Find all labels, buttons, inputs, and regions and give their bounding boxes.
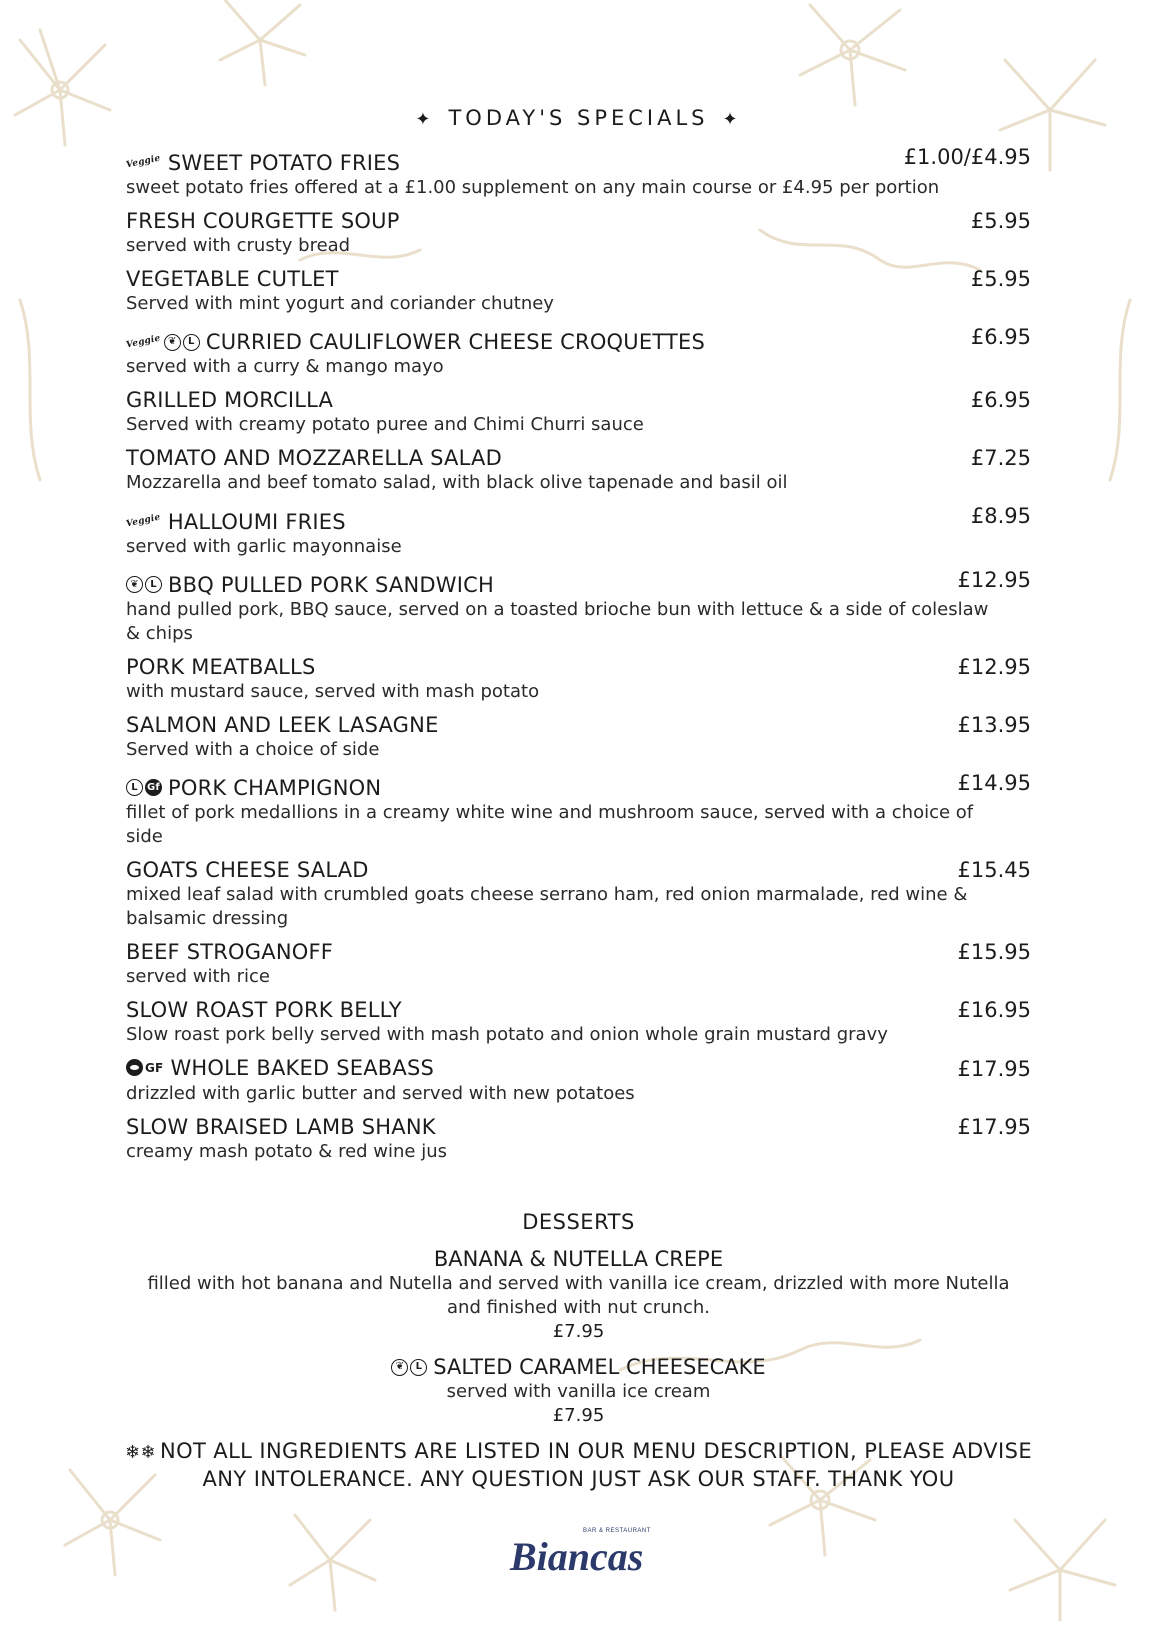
dessert-item [0,1246,1157,1344]
notice-line-2: ANY INTOLERANCE. ANY QUESTION JUST ASK OUR STAFF. THANK YOU [202,1467,955,1491]
menu-item-name: TOMATO AND MOZZARELLA SALAD [126,446,502,470]
menu-item-description: served with crusty bread [126,234,351,256]
specials-list [126,144,1031,1172]
menu-item-price: £15.95 [957,939,1031,964]
menu-item-name: SALMON AND LEEK LASAGNE [126,712,439,737]
menu-item-name: FRESH COURGETTE SOUP [126,208,400,233]
menu-item-description: served with rice [126,965,271,987]
dietary-icons [126,334,202,351]
lactose-icon: L [183,334,200,351]
dietary-icons [126,1055,166,1081]
dessert-name: SALTED CARAMEL CHEESECAKE [433,1355,766,1379]
gluten-icon: ❦ [164,334,181,351]
menu-item [126,654,1031,704]
menu-item [126,208,1031,258]
menu-item-description: served with a curry & mango mayo [126,356,444,377]
dietary-icons [391,1359,429,1376]
menu-item-name-row [126,150,400,176]
menu-item-header [126,654,1031,680]
menu-item-name-row [126,712,439,738]
lactose-icon: L [126,779,143,796]
dessert-list [0,1246,1157,1428]
menu-item-header [126,144,1031,176]
desserts-title: DESSERTS [522,1210,635,1234]
logo-tagline: BAR & RESTAURANT [583,1528,651,1534]
menu-item-name-row [126,654,315,680]
menu-item-name-row [126,1114,436,1140]
dessert-name-row [0,1246,1157,1272]
menu-item-header [126,770,1031,801]
menu-item-name: SWEET POTATO FRIES [167,150,401,175]
gluten-icon: ❦ [126,576,143,593]
menu-item-price: £6.95 [970,388,1031,412]
menu-item-price: £15.45 [957,857,1031,882]
menu-item [126,387,1031,437]
menu-item-price: £8.95 [970,504,1031,528]
fish-icon [126,1059,143,1076]
menu-item [126,939,1031,989]
menu-item-name: GRILLED MORCILLA [126,388,334,412]
menu-item-name-row [126,997,402,1023]
dietary-icons [125,512,164,530]
menu-item-name: CURRIED CAULIFLOWER CHEESE CROQUETTES [205,330,706,354]
menu-item-name-row [126,208,400,234]
menu-item-name-row [126,572,494,598]
menu-item-price: £6.95 [970,324,1031,349]
dietary-icons [125,153,164,171]
menu-item-name: PORK CHAMPIGNON [168,775,382,800]
menu-item-description: Mozzarella and beef tomato salad, with black olive tapenade and basil oil [126,472,788,493]
menu-item-price: £17.95 [957,1115,1031,1139]
star-left-icon: ✦ [415,109,435,130]
dietary-icons [126,576,164,593]
menu-item [126,1055,1031,1107]
dessert-price: £7.95 [552,1405,605,1426]
menu-item-header [126,208,1031,234]
menu-item-name: HALLOUMI FRIES [167,509,346,534]
menu-item-price: £13.95 [957,712,1031,737]
menu-item-price: £12.95 [957,654,1031,679]
menu-item-header [126,387,1031,413]
menu-item-name-row [126,939,333,965]
menu-item-description: fillet of pork medallions in a creamy white wine and mushroom sauce, served with a choice of side [126,801,974,847]
menu-item-price: £17.95 [957,1057,1031,1081]
notice-line-1: NOT ALL INGREDIENTS ARE LISTED IN OUR MENU DESCRIPTION, PLEASE ADVISE [159,1439,1032,1463]
menu-item-name-row [126,775,381,801]
veggie-icon: Veggie [125,512,162,530]
menu-item-description: sweet potato fries offered at a £1.00 supplement on any main course or £4.95 per portion [126,176,940,198]
dessert-description: served with vanilla ice cream [446,1381,711,1402]
menu-item-description: hand pulled pork, BBQ sauce, served on a toasted brioche bun with lettuce & a side of coleslaw & chips [126,598,989,644]
menu-item-header [126,445,1031,471]
menu-item-description: Served with creamy potato puree and Chimi Churri sauce [126,414,644,435]
veggie-icon: Veggie [125,332,162,351]
veggie-icon: Veggie [125,153,162,171]
menu-item-name-row [126,445,502,471]
menu-item-price: £12.95 [957,567,1031,592]
desserts-section [0,1210,1157,1438]
menu-item [126,503,1031,559]
menu-item-name: GOATS CHEESE SALAD [126,857,369,882]
menu-item-description: Served with mint yogurt and coriander chutney [126,292,554,314]
menu-item-header [126,324,1031,356]
dessert-name-row [0,1354,1157,1380]
menu-item-price: £1.00/£4.95 [903,145,1031,169]
menu-item-name: BBQ PULLED PORK SANDWICH [168,572,494,597]
menu-item-description: with mustard sauce, served with mash potato [126,680,540,702]
menu-item-price: £7.25 [970,446,1031,470]
menu-item [126,324,1031,380]
menu-item [126,445,1031,495]
lactose-icon: L [145,576,162,593]
menu-item-header [126,567,1031,598]
menu-item [126,997,1031,1047]
menu-item-description: served with garlic mayonnaise [126,535,402,557]
menu-item-price: £14.95 [957,770,1031,795]
menu-item-header [126,266,1031,292]
gluten-icon: ❦ [391,1359,408,1376]
specials-title-text: TODAY'S SPECIALS [448,106,709,130]
menu-item [126,770,1031,849]
menu-item-description: creamy mash potato & red wine jus [126,1141,448,1162]
menu-item-price: £5.95 [970,208,1031,233]
menu-item-header [126,1055,1031,1083]
menu-item [126,144,1031,200]
menu-item [126,567,1031,646]
menu-item-name-row [126,266,339,292]
lactose-icon: L [410,1359,427,1376]
menu-item-name-row [126,1055,434,1081]
menu-item-description: drizzled with garlic butter and served with new potatoes [126,1083,635,1104]
menu-item [126,857,1031,931]
menu-item-header [126,1114,1031,1140]
menu-item-name-row [126,329,705,355]
menu-item-price: £5.95 [970,266,1031,291]
dessert-description: filled with hot banana and Nutella and served with vanilla ice cream, drizzled with more Nutella and finished with nut crunch. [147,1273,1010,1318]
menu-item-name: WHOLE BAKED SEABASS [170,1055,435,1080]
menu-item-name: SLOW ROAST PORK BELLY [126,997,402,1022]
gf-text-icon: GF [145,1060,164,1075]
menu-item-name-row [126,509,346,535]
menu-item [126,266,1031,316]
menu-item-description: Served with a choice of side [126,738,380,760]
menu-item-header [126,997,1031,1023]
logo-wordmark: Biancas [510,1534,644,1579]
menu-item-name: SLOW BRAISED LAMB SHANK [126,1115,436,1139]
menu-item-description: mixed leaf salad with crumbled goats cheese serrano ham, red onion marmalade, red wine & balsamic dressing [126,883,968,929]
menu-item-price: £16.95 [957,997,1031,1022]
menu-item [126,712,1031,762]
menu-item-name-row [126,387,333,413]
menu-item-name-row [126,857,369,883]
dietary-icons [126,779,164,796]
menu-item-name: PORK MEATBALLS [126,654,316,679]
menu-item-header [126,503,1031,535]
star-right-icon: ✦ [722,109,742,130]
allergy-notice [0,1438,1157,1493]
menu-item [126,1114,1031,1164]
menu-item-header [126,939,1031,965]
menu-item-name: VEGETABLE CUTLET [126,266,339,291]
menu-item-name: BEEF STROGANOFF [126,939,334,964]
gluten-free-icon: Gf [145,779,162,796]
asterisk-icon: ❄❄ [125,1442,156,1463]
dessert-item [0,1354,1157,1428]
menu-item-header [126,712,1031,738]
menu-item-description: Slow roast pork belly served with mash potato and onion whole grain mustard gravy [126,1023,888,1045]
menu-item-header [126,857,1031,883]
biancas-logo [505,1522,655,1582]
dessert-price: £7.95 [552,1321,605,1342]
dessert-name: BANANA & NUTELLA CREPE [433,1247,724,1271]
specials-title [0,106,1157,130]
